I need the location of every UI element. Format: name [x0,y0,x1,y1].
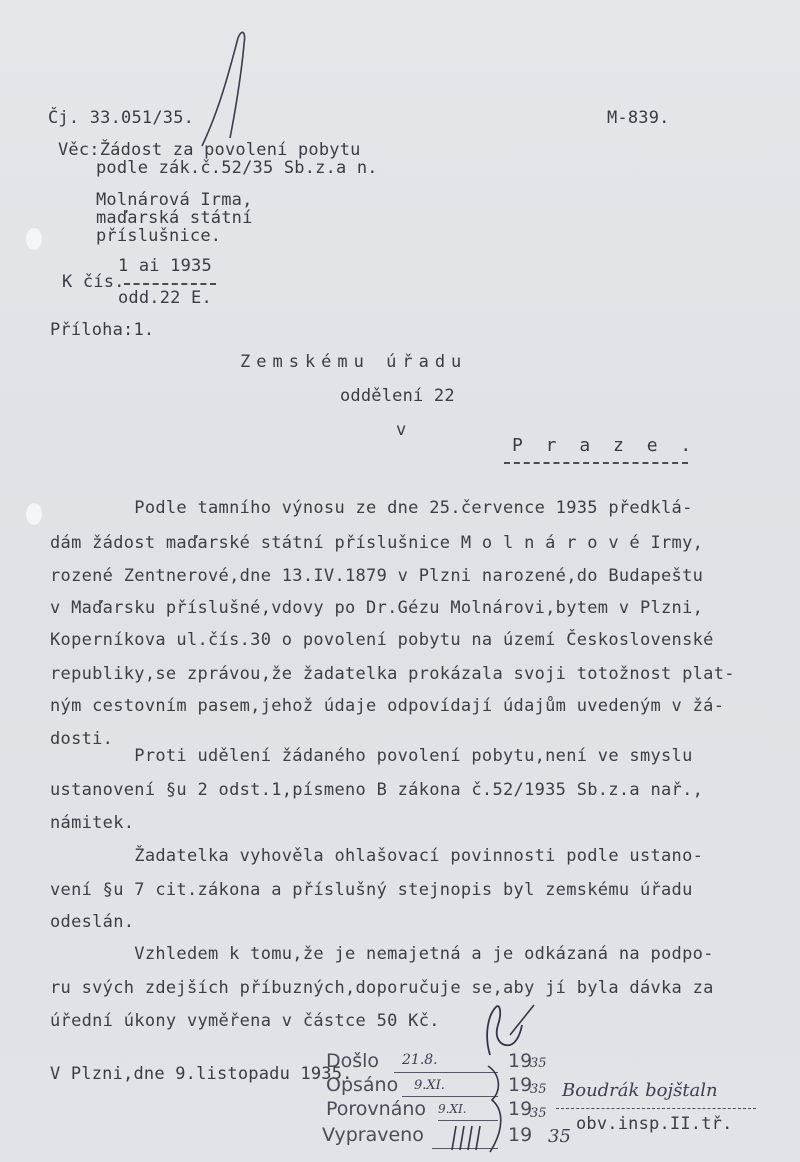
stamp-year: 19 [508,1124,533,1146]
stamp-label-dispatched: Vypraveno [322,1124,424,1146]
reference-number: Čj. 33.051/35. [48,108,195,128]
initials-mark [470,995,550,1065]
body-line: republiky,se zprávou,že žadatelka prokázala svoji totožnost plat- [50,664,735,684]
body-line: Podle tamního výnosu ze dne 25.července 1935 předklá- [50,498,693,518]
stamp-year-hw: 35 [548,1126,571,1147]
tally-mark [448,1122,488,1152]
signature: Boudrák bojštaln [562,1080,718,1101]
stamp-year: 19 [508,1050,533,1072]
body-line: ustanovení §u 2 odst.1,písmeno B zákona č.52/1935 Sb.z.a nař., [50,780,704,800]
body-line: vení §u 7 cit.zákona a příslušný stejnopis byl zemskému úřadu [50,880,693,900]
stamp-date-received: 21.8. [402,1052,438,1068]
body-line: Proti udělení žádaného povolení pobytu,není ve smyslu [50,746,693,766]
stamp-year: 19 [508,1098,533,1120]
addressee-line-1: Zemskému úřadu [240,352,468,372]
reference-dash [124,283,216,285]
body-line: dám žádost maďarské státní příslušnice M o l n á r o v é Irmy, [50,533,704,553]
document-code: M-839. [607,108,670,128]
stamp-date-copied: 9.XI. [414,1078,445,1093]
applicant-name: Molnárová Irma, [96,190,253,210]
stamp-year: 19 [508,1074,533,1096]
addressee-city: P r a z e . [512,435,698,456]
stamp-label-compared: Porovnáno [326,1098,427,1120]
stamp-label-received: Došlo [326,1050,380,1072]
body-line: rozené Zentnerové,dne 13.IV.1879 v Plzni narozené,do Budapeštu [50,566,704,586]
body-line: v Maďarsku příslušné,vdovy po Dr.Gézu Molnárovi,bytem v Plzni, [50,598,704,618]
signature-title: obv.insp.II.tř. [576,1114,733,1134]
stamp-year-hw: 35 [530,1082,547,1097]
body-line: Žadatelka vyhověla ohlašovací povinnosti podle ustano- [50,846,704,866]
reference-block-department: odd.22 E. [118,288,212,308]
punch-hole [26,228,42,250]
body-line: Vzhledem k tomu,že je nemajetná a je odkázaná na podpo- [50,944,714,964]
attachment-note: Příloha:1. [50,320,155,340]
applicant-citizenship: příslušnice. [96,226,222,246]
handwritten-stroke [190,28,260,158]
city-underline [504,462,688,464]
body-line: ru svých zdejších příbuzných,doporučuje se,aby jí byla dávka za [50,978,714,998]
body-line: ným cestovním pasem,jehož údaje odpovídají údajům uvedeným v žá- [50,696,725,716]
applicant-nationality: maďarská státní [96,208,253,228]
stamp-date-compared: 9.XI. [438,1102,467,1116]
reference-block-number: 1 ai 1935 [118,256,212,276]
body-line: dosti. [50,729,114,749]
stamp-year-hw: 35 [530,1106,547,1121]
subject-line-1: Věc:Žádost za povolení pobytu [58,140,361,160]
body-line: odeslán. [50,912,135,932]
stamp-label-copied: Opsáno [326,1074,399,1096]
punch-hole [26,503,42,525]
body-line: Koperníkova ul.čís.30 o povolení pobytu na území Československé [50,630,714,650]
reference-block-label: K čís. [62,272,125,292]
subject-line-2: podle zák.č.52/35 Sb.z.a n. [96,158,378,178]
stamp-year-hw: 35 [530,1056,547,1071]
place-date: V Plzni,dne 9.listopadu 1935. [50,1064,353,1084]
body-line: úřední úkony vyměřena v částce 50 Kč. [50,1011,440,1031]
body-line: námitek. [50,813,135,833]
addressee-line-3: v [396,420,407,440]
signature-line [556,1108,756,1109]
addressee-line-2: oddělení 22 [340,386,455,406]
